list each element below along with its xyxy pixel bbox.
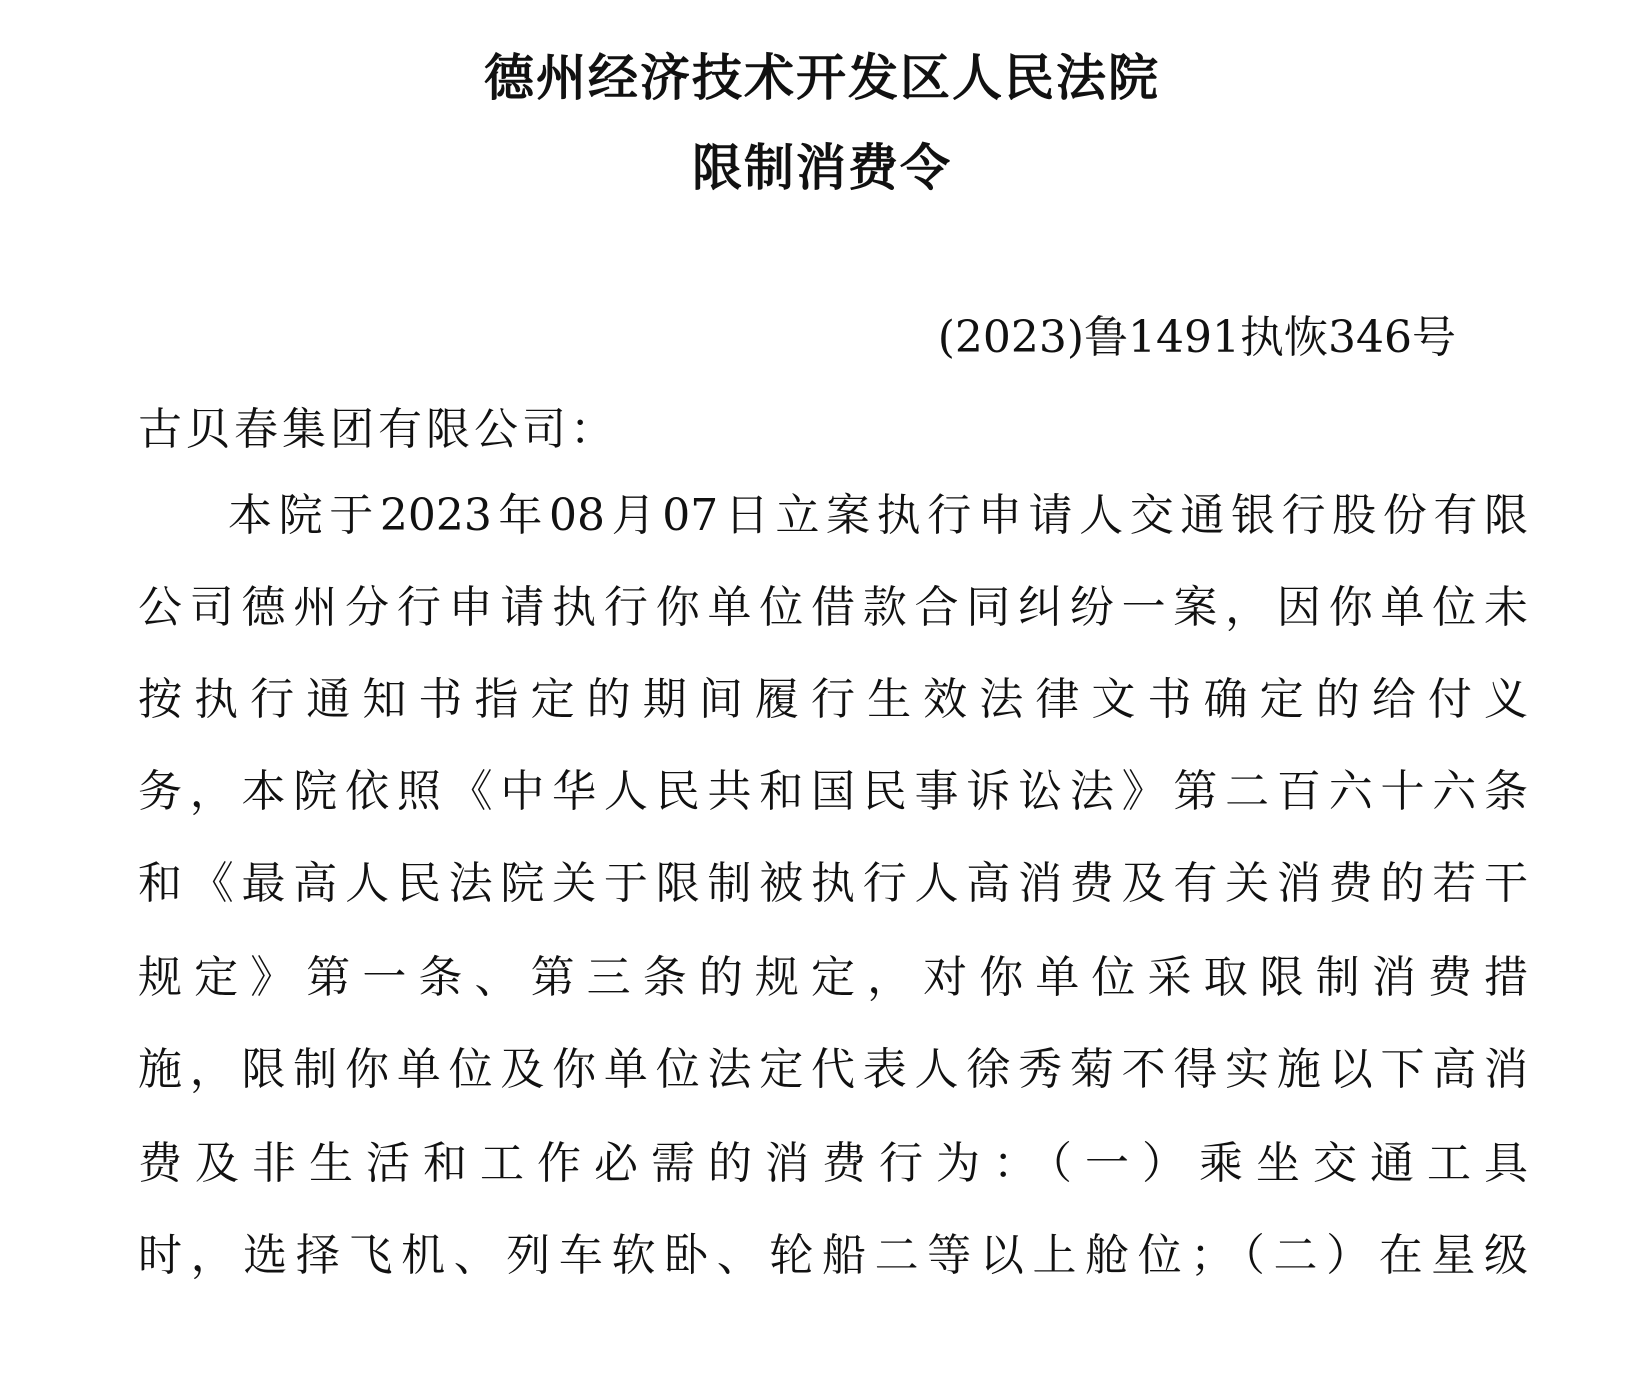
body-line-2: 公司德州分行申请执行你单位借款合同纠纷一案，因你单位未 [138,582,1528,633]
addressee: 古贝春集团有限公司： [138,404,618,455]
body-line-1: 本院于2023年08月07日立案执行申请人交通银行股份有限 [228,490,1528,541]
body-line-3: 按执行通知书指定的期间履行生效法律文书确定的给付义 [138,674,1528,725]
body-line-8: 费及非生活和工作必需的消费行为：（一）乘坐交通工具 [138,1138,1528,1189]
court-name: 德州经济技术开发区人民法院 [484,49,1160,107]
body-line-6: 规定》第一条、第三条的规定，对你单位采取限制消费措 [138,952,1528,1003]
body-line-4: 务，本院依照《中华人民共和国民事诉讼法》第二百六十六条 [138,766,1528,817]
document-title: 限制消费令 [692,139,952,197]
body-line-9: 时，选择飞机、列车软卧、轮船二等以上舱位；（二）在星级 [138,1230,1528,1281]
body-line-7: 施，限制你单位及你单位法定代表人徐秀菊不得实施以下高消 [138,1044,1528,1095]
case-number: (2023)鲁1491执恢346号 [937,312,1456,363]
body-line-5: 和《最高人民法院关于限制被执行人高消费及有关消费的若干 [138,858,1528,909]
